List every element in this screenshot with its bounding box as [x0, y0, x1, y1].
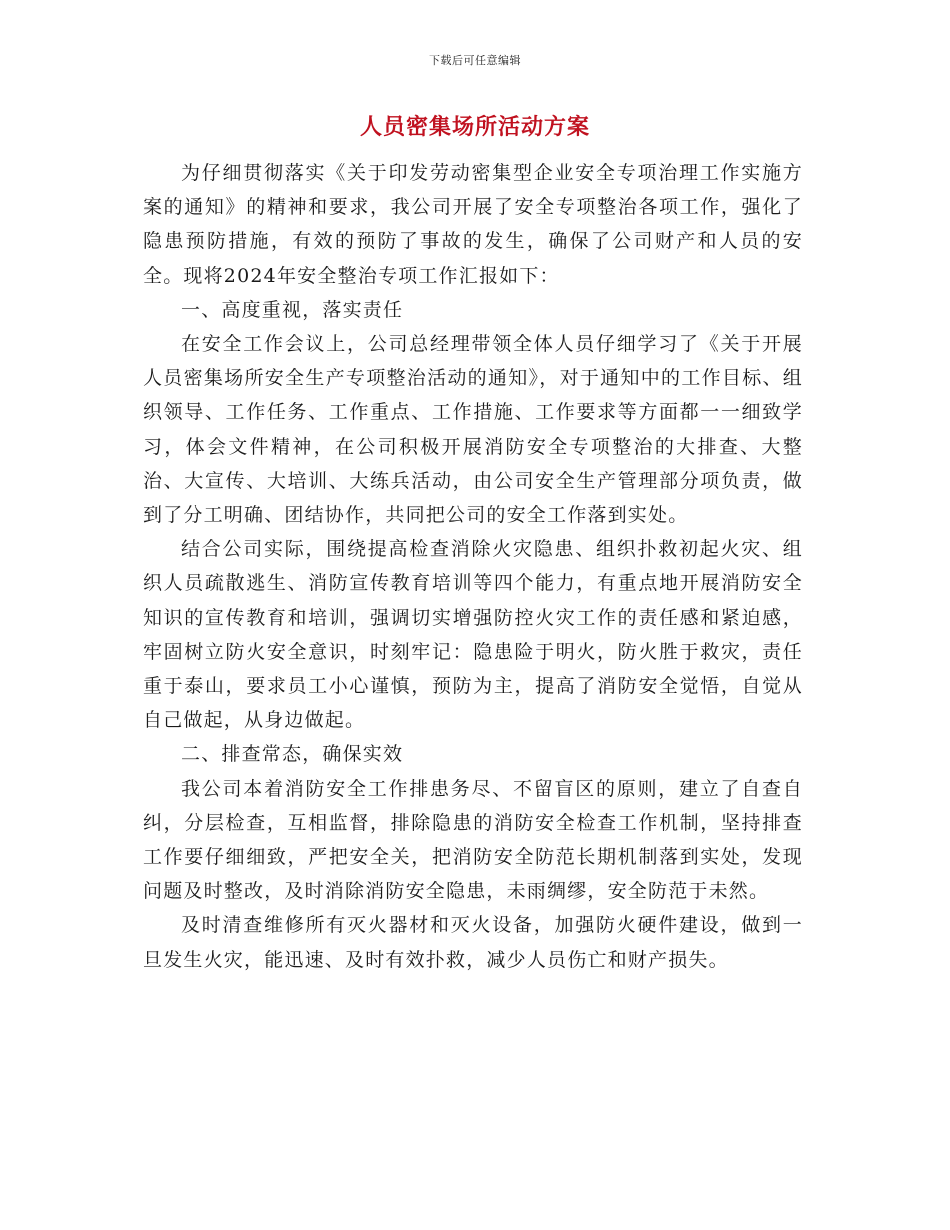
- paragraph-meeting: 在安全工作会议上，公司总经理带领全体人员仔细学习了《关于开展人员密集场所安全生产专项整治活动的通知》，对于通知中的工作目标、组织领导、工作任务、工作重点、工作措施、工作要求等方面都一一细致学习，体会文件精神，在公司积极开展消防安全专项整治的大排查、大整治、大宣传、大培训、大练兵活动，由公司安全生产管理部分项负责，做到了分工明确、团结协作，共同把公司的安全工作落到实处。: [143, 333, 803, 527]
- section-heading-2: 二、排查常态，确保实效: [181, 743, 404, 766]
- paragraph-inspection: 我公司本着消防安全工作排患务尽、不留盲区的原则，建立了自查自纠，分层检查，互相监督，排除隐患的消防安全检查工作机制，坚持排查工作要仔细细致，严把安全关，把消防安全防范长期机制落到实处，发现问题及时整改，及时消除消防安全隐患，未雨绸缪，安全防范于未然。: [143, 777, 803, 903]
- document-title: 人员密集场所活动方案: [359, 115, 590, 140]
- paragraph-equipment: 及时清查维修所有灭火器材和灭火设备，加强防火硬件建设，做到一旦发生火灾，能迅速、及时有效扑救，减少人员伤亡和财产损失。: [143, 914, 803, 971]
- paragraph-intro: 为仔细贯彻落实《关于印发劳动密集型企业安全专项治理工作实施方案的通知》的精神和要求，我公司开展了安全专项整治各项工作，强化了隐患预防措施，有效的预防了事故的发生，确保了公司财产和人员的安全。现将2024年安全整治专项工作汇报如下：: [143, 162, 803, 287]
- page-header-note: 下载后可任意编辑: [429, 54, 521, 67]
- paragraph-training: 结合公司实际，围绕提高检查消除火灾隐患、组织扑救初起火灾、组织人员疏散逃生、消防宣传教育培训等四个能力，有重点地开展消防安全知识的宣传教育和培训，强调切实增强防控火灾工作的责任感和紧迫感，牢固树立防火安全意识，时刻牢记：隐患险于明火，防火胜于救灾，责任重于泰山，要求员工小心谨慎，预防为主，提高了消防安全觉悟，自觉从自己做起，从身边做起。: [143, 538, 803, 732]
- section-heading-1: 一、高度重视，落实责任: [181, 298, 404, 321]
- document-body: [143, 156, 803, 977]
